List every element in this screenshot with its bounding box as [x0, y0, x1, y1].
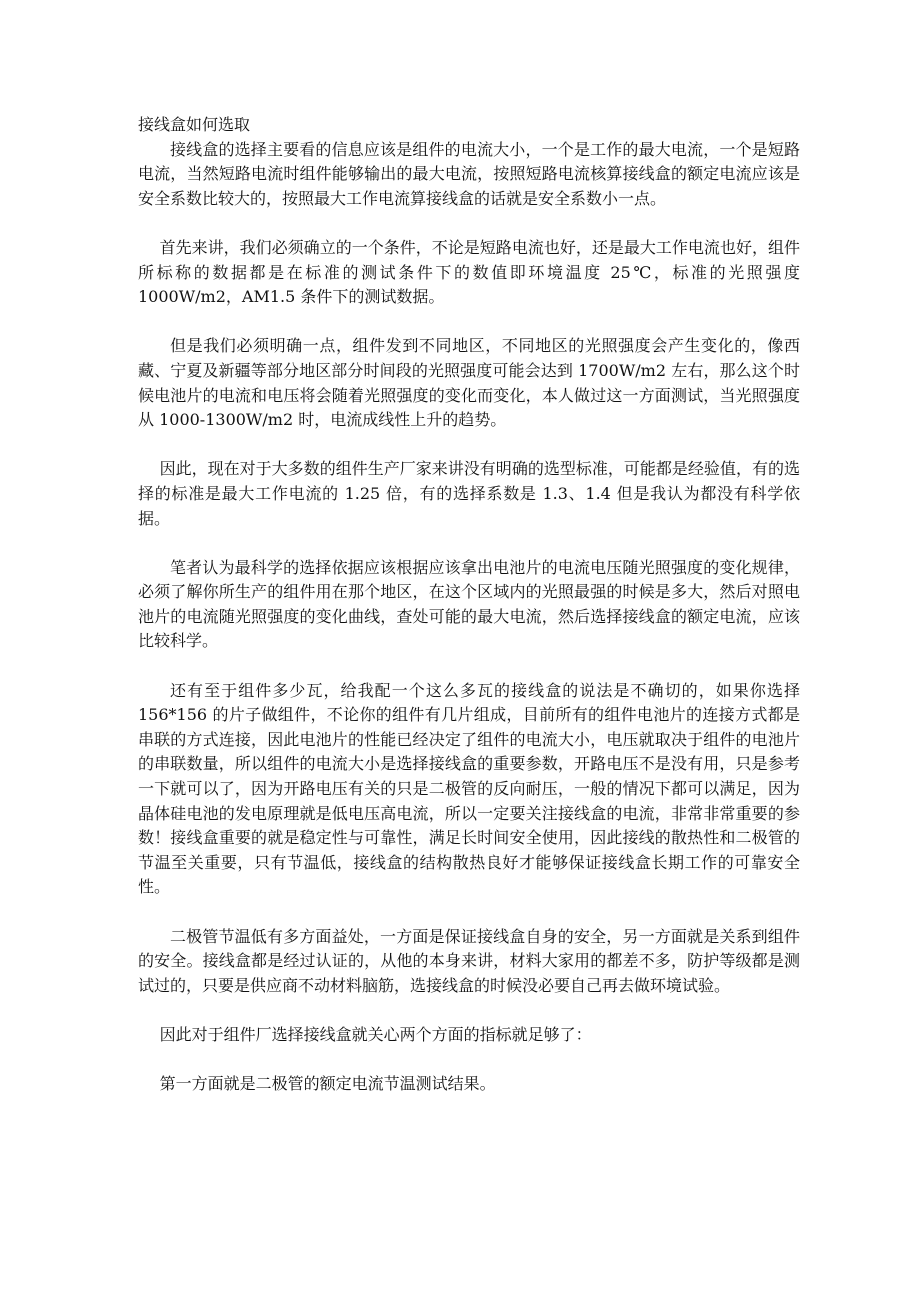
- paragraph-two-indicators: 因此对于组件厂选择接线盒就关心两个方面的指标就足够了：: [159, 1024, 592, 1044]
- paragraph-irradiance-variation: 但是我们必须明确一点，组件发到不同地区，不同地区的光照强度会产生变化的，像西藏、宁夏及新疆等部分地区部分时间段的光照强度可能会达到 1700W/m2 左右，那么这个时候电池片的电流和电压将会随着光照强度的变化而变化，本人做过这一方面测试，当光照强度从 1000-1300W/m2 时，电流成线性上升的趋势。: [138, 336, 800, 430]
- document-body: [138, 113, 800, 1097]
- paragraph-test-conditions: 首先来讲，我们必须确立的一个条件，不论是短路电流也好，还是最大工作电流也好，组件所标称的数据都是在标准的测试条件下的数值即环境温度 25℃，标准的光照强度 1000W/m2，AM1.5 条件下的测试数据。: [138, 237, 800, 307]
- paragraph-diode-temperature: 二极管节温低有多方面益处，一方面是保证接线盒自身的安全，另一方面就是关系到组件的安全。接线盒都是经过认证的，从他的本身来讲，材料大家用的都差不多，防护等级都是测试过的，只要是供应商不动材料脑筋，选接线盒的时候没必要自己再去做环境试验。: [138, 926, 800, 995]
- paragraph-junction-box-selection: 接线盒的选择主要看的信息应该是组件的电流大小，一个是工作的最大电流，一个是短路电流，当然短路电流时组件能够输出的最大电流，按照短路电流核算接线盒的额定电流应该是安全系数比较大的，按照最大工作电流算接线盒的话就是安全系数小一点。: [138, 139, 800, 208]
- paragraph-scientific-basis: 笔者认为最科学的选择依据应该根据应该拿出电池片的电流电压随光照强度的变化规律，必须了解你所生产的组件用在那个地区，在这个区域内的光照最强的时候是多大，然后对照电池片的电流随光照强度的变化曲线，查处可能的最大电流，然后选择接线盒的额定电流，应该比较科学。: [138, 557, 800, 651]
- paragraph-selection-standards: 因此，现在对于大多数的组件生产厂家来讲没有明确的选型标准，可能都是经验值，有的选择的标准是最大工作电流的 1.25 倍，有的选择系数是 1.3、1.4 但是我认为都没有科学依据。: [138, 459, 800, 528]
- paragraph-module-current: 还有至于组件多少瓦，给我配一个这么多瓦的接线盒的说法是不确切的，如果你选择 156*156 的片子做组件，不论你的组件有几片组成，目前所有的组件电池片的连接方式都是串联的方式连接，因此电池片的性能已经决定了组件的电流大小，电压就取决于组件的电池片的串联数量，所以组件的电流大小是选择接线盒的重要参数，开路电压不是没有用，只是参考一下就可以了，因为开路电压有关的只是二极管的反向耐压，一般的情况下都可以满足，因为晶体硅电池的发电原理就是低电压高电流，所以一定要关注接线盒的电流，非常非常重要的参数！接线盒重要的就是稳定性与可靠性，满足长时间安全使用，因此接线的散热性和二极管的节温至关重要，只有节温低，接线盒的结构散热良好才能够保证接线盒长期工作的可靠安全性。: [138, 680, 800, 897]
- document-title: 接线盒如何选取: [138, 115, 251, 134]
- paragraph-first-indicator: 第一方面就是二极管的额定电流节温测试结果。: [159, 1074, 496, 1094]
